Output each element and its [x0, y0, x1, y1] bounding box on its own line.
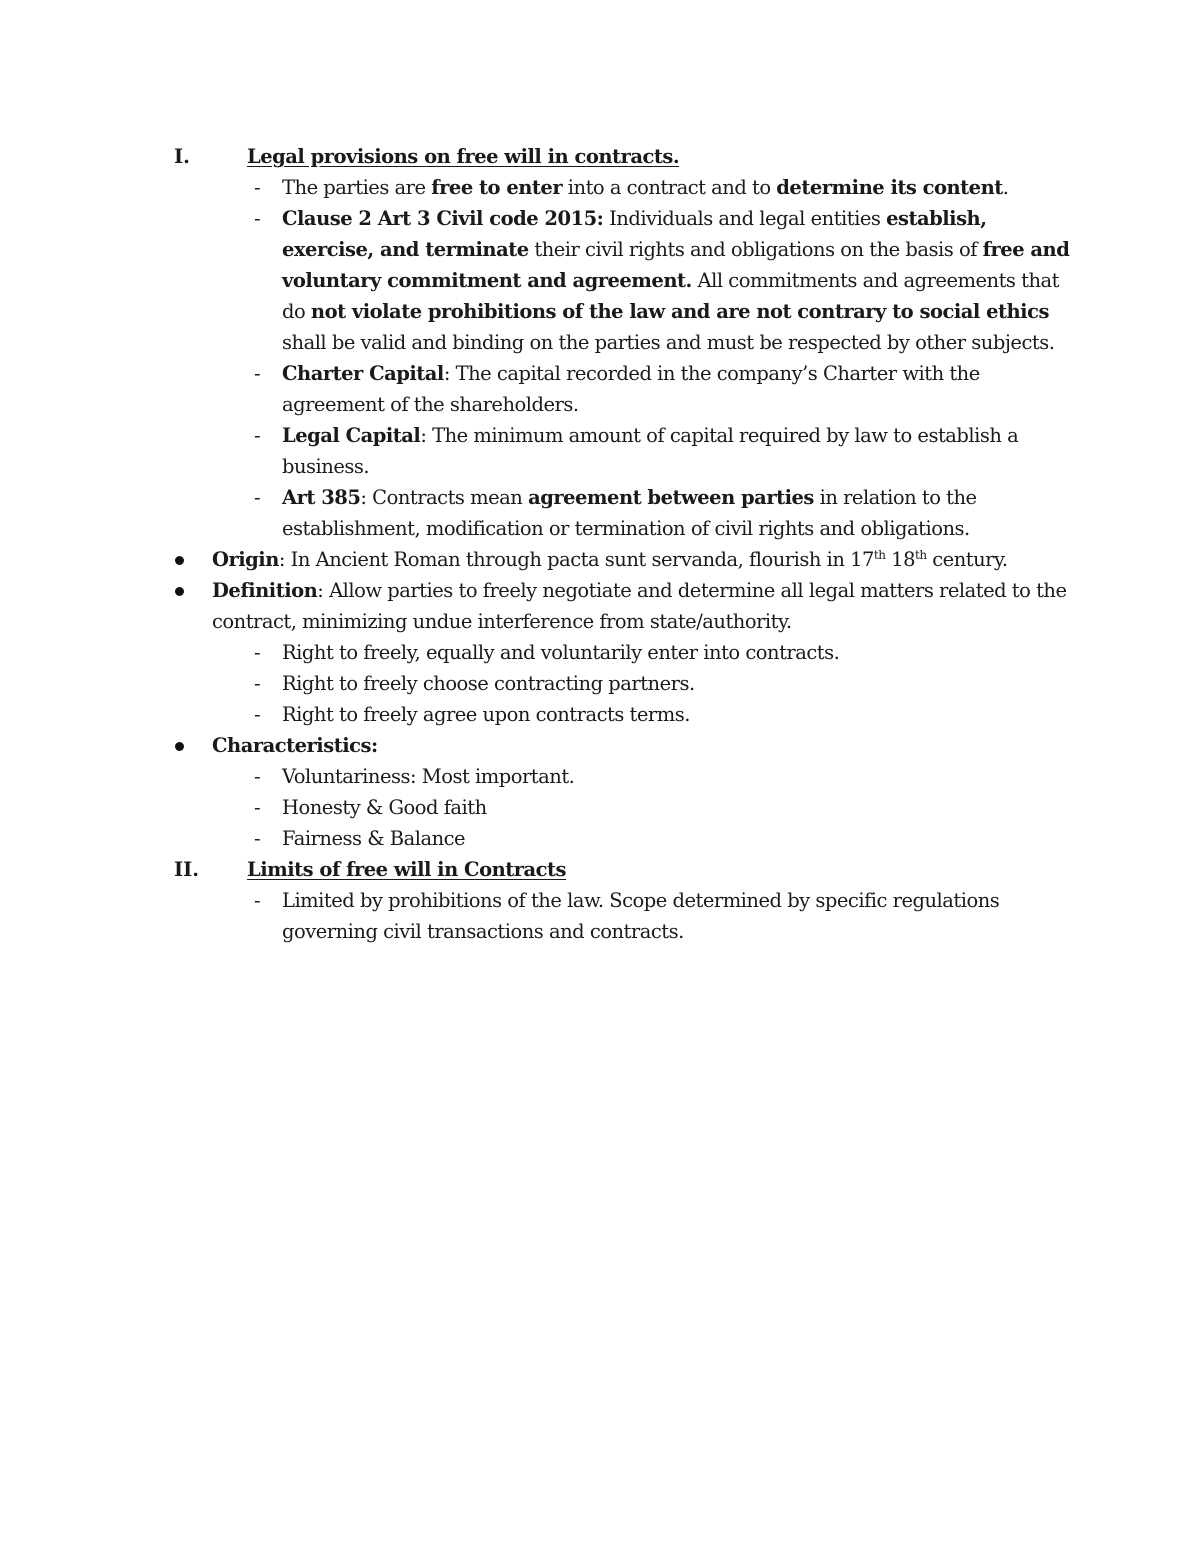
section-2-numeral: II. — [174, 858, 200, 881]
characteristics-subitem: Honesty & Good faith — [282, 796, 487, 819]
characteristics-subitem: Voluntariness: Most important. — [282, 765, 575, 788]
item-legal-capital-line1: Legal Capital: The minimum amount of capital required by law to establish a — [282, 424, 1019, 447]
bullet-characteristics: Characteristics: — [212, 734, 378, 757]
dash-marker: - — [254, 703, 261, 726]
dash-marker: - — [254, 827, 261, 850]
item-art385-line1: Art 385: Contracts mean agreement between parties in relation to the — [282, 486, 977, 509]
bullet-definition-line1: Definition: Allow parties to freely negotiate and determine all legal matters related to the — [212, 579, 1067, 602]
item-charter-capital-line2: agreement of the shareholders. — [282, 393, 579, 416]
bullet-dot — [175, 587, 184, 596]
bullet-dot — [175, 556, 184, 565]
definition-subitem: Right to freely choose contracting partners. — [282, 672, 695, 695]
item-art385-line2: establishment, modification or termination of civil rights and obligations. — [282, 517, 970, 540]
item-clause2-line5: shall be valid and binding on the parties and must be respected by other subjects. — [282, 331, 1055, 354]
section-1-numeral: I. — [174, 145, 190, 168]
item-clause2-line3: voluntary commitment and agreement. All commitments and agreements that — [282, 269, 1059, 292]
bullet-definition-line2: contract, minimizing undue interference from state/authority. — [212, 610, 792, 633]
item-limits-line2: governing civil transactions and contracts. — [282, 920, 684, 943]
section-1-heading: Legal provisions on free will in contracts. — [247, 145, 680, 168]
item-limits-line1: Limited by prohibitions of the law. Scope determined by specific regulations — [282, 889, 1000, 912]
section-2-heading: Limits of free will in Contracts — [247, 858, 567, 881]
item-legal-capital-line2: business. — [282, 455, 370, 478]
dash-marker: - — [254, 424, 261, 447]
dash-marker: - — [254, 765, 261, 788]
definition-subitem: Right to freely, equally and voluntarily enter into contracts. — [282, 641, 840, 664]
bullet-dot — [175, 742, 184, 751]
item-parties-free: The parties are free to enter into a contract and to determine its content. — [282, 176, 1009, 199]
dash-marker: - — [254, 796, 261, 819]
dash-marker: - — [254, 889, 261, 912]
item-clause2-line2: exercise, and terminate their civil rights and obligations on the basis of free and — [282, 238, 1070, 261]
dash-marker: - — [254, 207, 261, 230]
item-clause2-line1: Clause 2 Art 3 Civil code 2015: Individuals and legal entities establish, — [282, 207, 987, 230]
dash-marker: - — [254, 486, 261, 509]
item-clause2-line4: do not violate prohibitions of the law and are not contrary to social ethics — [282, 300, 1049, 323]
dash-marker: - — [254, 672, 261, 695]
definition-subitem: Right to freely agree upon contracts terms. — [282, 703, 690, 726]
item-charter-capital-line1: Charter Capital: The capital recorded in the company’s Charter with the — [282, 362, 980, 385]
bullet-origin: Origin: In Ancient Roman through pacta sunt servanda, flourish in 17th 18th century. — [212, 548, 1008, 571]
characteristics-subitem: Fairness & Balance — [282, 827, 466, 850]
dash-marker: - — [254, 362, 261, 385]
dash-marker: - — [254, 641, 261, 664]
dash-marker: - — [254, 176, 261, 199]
